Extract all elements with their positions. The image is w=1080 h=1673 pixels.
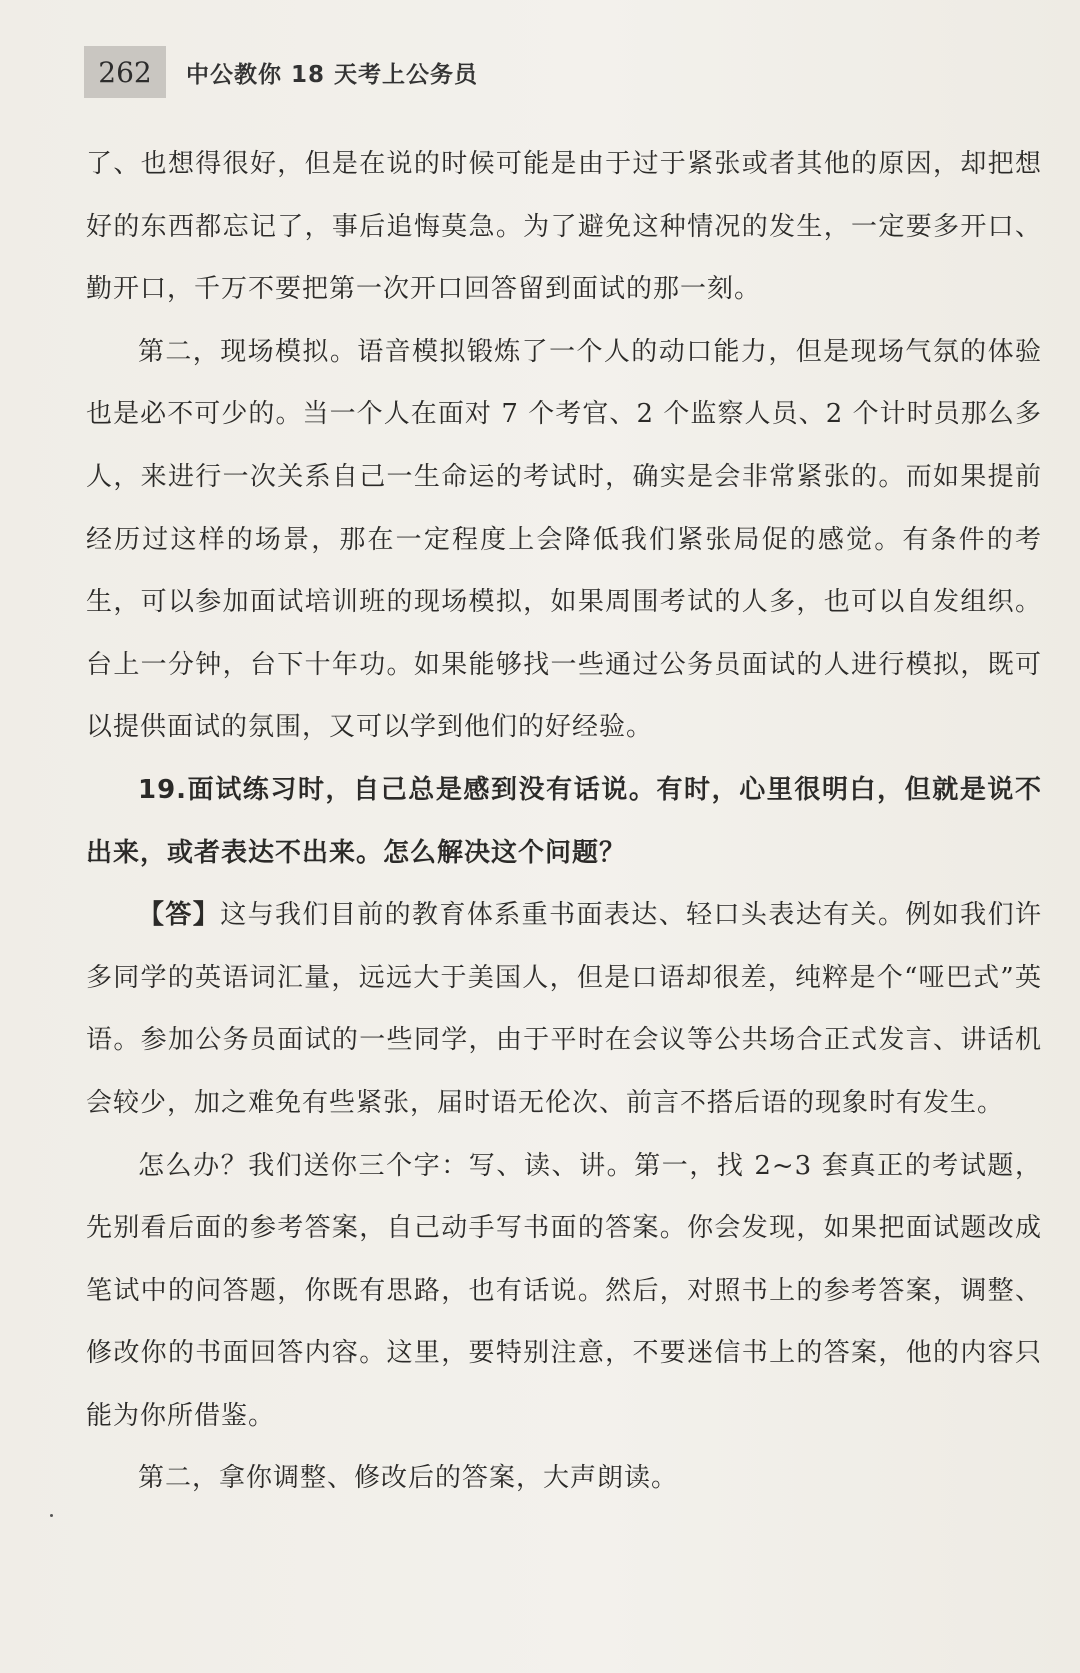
answer-paragraph: [86, 884, 1042, 1134]
paragraph-scene-simulation: 第二，现场模拟。语音模拟锻炼了一个人的动口能力，但是现场气氛的体验也是必不可少的。当一个人在面对 7 个考官、2 个监察人员、2 个计时员那么多人，来进行一次关系自己一生命运的考试时，确实是会非常紧张的。而如果提前经历过这样的场景，那在一定程度上会降低我们紧张局促的感觉。有条件的考生，可以参加面试培训班的现场模拟，如果周围考试的人多，也可以自发组织。台上一分钟，台下十年功。如果能够找一些通过公务员面试的人进行模拟，既可以提供面试的氛围，又可以学到他们的好经验。: [86, 336, 1042, 743]
answer-text: 这与我们目前的教育体系重书面表达、轻口头表达有关。例如我们许多同学的英语词汇量，远远大于美国人，但是口语却很差，纯粹是个“哑巴式”英语。参加公务员面试的一些同学，由于平时在会议等公共场合正式发言、讲话机会较少，加之难免有些紧张，届时语无伦次、前言不搭后语的现象时有发生。: [86, 900, 1042, 1118]
question-heading: 19.面试练习时，自己总是感到没有话说。有时，心里很明白，但就是说不出来，或者表达不出来。怎么解决这个问题？: [86, 774, 1042, 868]
paragraph-read-aloud: 第二，拿你调整、修改后的答案，大声朗读。: [138, 1463, 679, 1494]
page-number: 262: [84, 46, 166, 98]
paragraph-continued: 了、也想得很好，但是在说的时候可能是由于过于紧张或者其他的原因，却把想好的东西都忘记了，事后追悔莫急。为了避免这种情况的发生，一定要多开口、勤开口，千万不要把第一次开口回答留到面试的那一刻。: [86, 149, 1042, 305]
print-speck: [50, 1514, 53, 1517]
book-title: 中公教你 18 天考上公务员: [186, 61, 479, 88]
answer-tag: 【答】: [138, 900, 221, 931]
page-header: [84, 46, 478, 98]
paragraph-method: 怎么办？我们送你三个字：写、读、讲。第一，找 2~3 套真正的考试题，先别看后面的参考答案，自己动手写书面的答案。你会发现，如果把面试题改成笔试中的问答题，你既有思路，也有话说。然后，对照书上的参考答案，调整、修改你的书面回答内容。这里，要特别注意，不要迷信书上的答案，他的内容只能为你所借鉴。: [86, 1150, 1042, 1431]
page-body: [86, 133, 1042, 1510]
